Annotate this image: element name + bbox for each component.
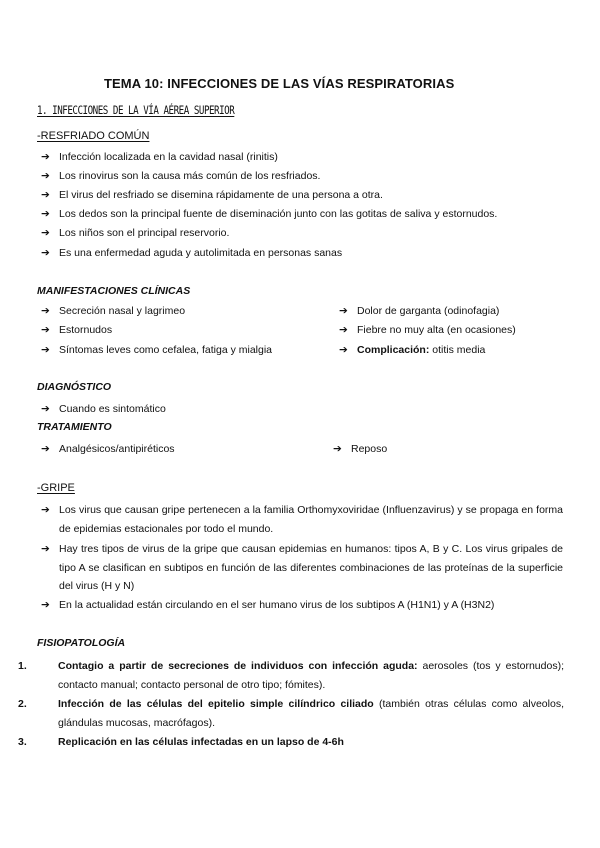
list-item: ➔ Los niños son el principal reservorio. [41,227,230,239]
list-item-complicacion: ➔ Complicación: otitis media [339,344,486,356]
list-item: En la actualidad están circulando en el ser humano virus de los subtipos A (H1N1) y A (H3N2) [59,599,495,611]
arrow-icon: ➔ [41,403,50,415]
arrow-icon: ➔ [41,599,50,611]
heading-tratamiento: TRATAMIENTO [37,421,112,433]
list-item: ➔ Analgésicos/antipiréticos [41,443,175,455]
arrow-icon: ➔ [333,443,342,455]
arrow-icon: ➔ [41,208,50,220]
arrow-icon: ➔ [41,504,50,516]
arrow-icon: ➔ [41,170,50,182]
list-item: ➔ Cuando es sintomático [41,403,166,415]
list-item: ➔ Dolor de garganta (odinofagia) [339,305,500,317]
numbered-item: 3. Replicación en las células infectadas en un lapso de 4-6h [18,736,344,748]
list-item: ➔ Los dedos son la principal fuente de diseminación junto con las gotitas de saliva y estornudos. [41,208,498,220]
page-title: TEMA 10: INFECCIONES DE LAS VÍAS RESPIRATORIAS [104,76,455,91]
numbered-item: 2. Infección de las células del epitelio simple cilíndrico ciliado (también otras células como alveolos, glándulas mucosas, macrófagos). [18,698,564,729]
subheading-resfriado: -RESFRIADO COMÚN [37,130,150,142]
numbered-item: 1. Contagio a partir de secreciones de individuos con infección aguda: aerosoles (tos y estornudos); contacto manual; contacto personal de otro tipo; fómites). [18,660,564,691]
heading-diagnostico: DIAGNÓSTICO [37,381,112,393]
arrow-icon: ➔ [41,151,50,163]
list-item: ➔ Es una enfermedad aguda y autolimitada en personas sanas [41,247,343,259]
list-item: ➔ Reposo [333,443,388,455]
arrow-icon: ➔ [41,443,50,455]
section-heading-upper-airway: 1. INFECCIONES DE LA VÍA AÉREA SUPERIOR [37,103,235,117]
arrow-icon: ➔ [41,227,50,239]
arrow-icon: ➔ [41,305,50,317]
arrow-icon: ➔ [41,543,50,555]
list-item: ➔ Infección localizada en la cavidad nasal (rinitis) [41,151,278,163]
heading-fisiopatologia: FISIOPATOLOGÍA [37,637,126,649]
arrow-icon: ➔ [41,247,50,259]
list-item: Hay tres tipos de virus de la gripe que causan epidemias en humanos: tipos A, B y C. Los virus gripales de tipo A se clasifican en subtipos en función de las diferentes combinaciones de las proteínas de la superficie del virus (H y N) [59,543,563,592]
arrow-icon: ➔ [339,305,348,317]
arrow-icon: ➔ [339,324,348,336]
list-item: Los virus que causan gripe pertenecen a la familia Orthomyxoviridae (Influenzavirus) y se propaga en forma de epidemias estacionales por todo el mundo. [59,504,563,535]
subheading-gripe: -GRIPE [37,482,75,494]
list-item: ➔ Fiebre no muy alta (en ocasiones) [339,324,516,336]
arrow-icon: ➔ [41,344,50,356]
arrow-icon: ➔ [339,344,348,356]
list-item: ➔ Los rinovirus son la causa más común de los resfriados. [41,170,321,182]
heading-manifestaciones: MANIFESTACIONES CLÍNICAS [37,285,191,297]
list-item: ➔ Estornudos [41,324,113,336]
arrow-icon: ➔ [41,324,50,336]
arrow-icon: ➔ [41,189,50,201]
list-item: ➔ Secreción nasal y lagrimeo [41,305,186,317]
list-item: ➔ El virus del resfriado se disemina rápidamente de una persona a otra. [41,189,383,201]
list-item: ➔ Síntomas leves como cefalea, fatiga y mialgia [41,344,273,356]
